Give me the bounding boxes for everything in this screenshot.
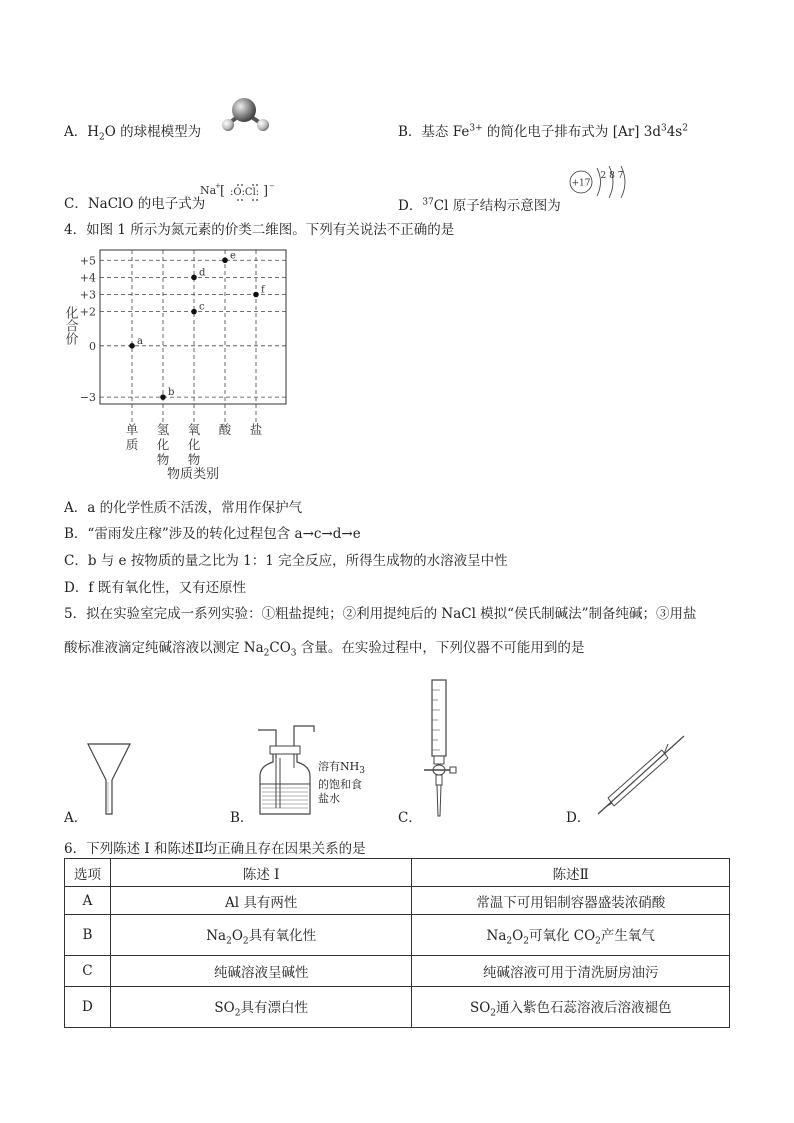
x-category-label: 氧 <box>187 422 201 437</box>
row-statement-2: $Na_2O_2$可氧化 $CO_2$产生氧气 <box>412 915 730 956</box>
x-category-label: 物 <box>156 452 170 467</box>
data-point-a <box>129 343 135 349</box>
naclo-electron-formula <box>200 180 280 204</box>
q5-stem-line2: 酸标准液滴定纯碱溶液以测定 $Na_2CO_3$ 含量。在实验过程中，下列仪器不可能用到的是 <box>64 640 585 659</box>
q6-stem: 6．下列陈述 I 和陈述Ⅱ均正确且存在因果关系的是 <box>64 841 366 857</box>
q3-option-c: C．NaClO 的电子式为 <box>64 196 206 212</box>
row-statement-2: 常温下可用铝制容器盛装浓硝酸 <box>412 887 730 915</box>
y-tick-label: +5 <box>79 254 96 268</box>
table-row <box>65 956 730 987</box>
x-category-label: 物 <box>187 452 201 467</box>
row-statement-1: 纯碱溶液呈碱性 <box>110 956 412 987</box>
nitrogen-valence-chart <box>60 246 300 486</box>
q4-option-a: A．a 的化学性质不活泼，常用作保护气 <box>64 500 303 516</box>
row-statement-2: $SO_2$通入紫色石蕊溶液后溶液褪色 <box>412 987 730 1028</box>
data-point-label: e <box>230 250 236 262</box>
x-category-label: 盐 <box>249 422 263 437</box>
row-option: B <box>65 915 111 956</box>
water-ball-stick-model <box>216 94 272 134</box>
row-statement-1: Al 具有两性 <box>110 887 412 915</box>
q4-stem: 4．如图 1 所示为氮元素的价类二维图。下列有关说法不正确的是 <box>64 222 455 238</box>
table-header-row <box>65 859 730 887</box>
y-tick-label: +4 <box>79 271 96 285</box>
q5-option-b: B． <box>230 810 254 826</box>
y-tick-label: +2 <box>79 305 96 319</box>
q4-option-d: D．f 既有氧化性，又有还原性 <box>64 580 247 596</box>
row-option: D <box>65 987 111 1028</box>
cl-atom-structure-diagram <box>566 162 636 200</box>
burette-icon <box>420 676 460 822</box>
header-statement-2: 陈述Ⅱ <box>412 859 730 887</box>
svg-text:−: − <box>269 182 275 190</box>
data-point-b <box>160 394 166 400</box>
svg-text:[: [ <box>220 184 226 199</box>
chart-x-title: 物质类别 <box>166 467 220 482</box>
q3-option-a: A．$H_2O$ 的球棍模型为 <box>64 124 202 143</box>
svg-text:Na: Na <box>200 184 217 197</box>
data-point-label: b <box>168 387 175 399</box>
data-point-c <box>191 309 197 315</box>
x-category-label: 化 <box>156 437 170 452</box>
data-point-d <box>191 275 197 281</box>
table-row <box>65 915 730 956</box>
data-point-label: f <box>261 284 265 296</box>
q4-option-c: C．b 与 e 按物质的量之比为 1：1 完全反应，所得生成物的水溶液呈中性 <box>64 553 508 569</box>
nucleus-charge: +17 <box>571 178 591 189</box>
x-category-label: 质 <box>125 437 139 452</box>
q3-option-d: D．$^{37}$Cl 原子结构示意图为 <box>398 197 561 214</box>
x-category-label: 化 <box>187 437 201 452</box>
chart-frame <box>100 250 286 404</box>
table-row <box>65 987 730 1028</box>
q6-table <box>64 858 730 1028</box>
data-point-label: a <box>137 335 143 347</box>
x-category-label: 氢 <box>156 422 170 437</box>
svg-text::O:Cl:: :O:Cl: <box>230 187 260 198</box>
bottle-label: 溶有$NH_3$ 的饱和食 盐水 <box>318 760 365 806</box>
gas-washing-bottle-icon <box>254 722 318 818</box>
condenser-icon <box>594 730 690 820</box>
y-tick-label: +3 <box>79 288 96 302</box>
funnel-icon <box>86 740 132 820</box>
x-category-label: 单 <box>125 422 139 437</box>
svg-text:]: ] <box>263 184 269 199</box>
chart-y-label: 化合价 <box>62 306 78 345</box>
q5-stem-line1: 5．拟在实验室完成一系列实验：①粗盐提纯；②利用提纯后的 NaCl 模拟“侯氏制碱法”制备纯碱；③用盐 <box>64 606 697 622</box>
svg-text:+: + <box>215 182 221 190</box>
data-point-label: c <box>199 301 205 313</box>
header-statement-1: 陈述 I <box>110 859 412 887</box>
electron-shells: 2 8 7 <box>600 171 624 181</box>
q5-option-d: D． <box>566 810 591 826</box>
row-option: C <box>65 956 111 987</box>
data-point-e <box>222 257 228 263</box>
row-statement-1: $SO_2$具有漂白性 <box>110 987 412 1028</box>
table-row <box>65 887 730 915</box>
q3-option-b: B．基态 $Fe^{3+}$ 的简化电子排布式为 [Ar] $3d^34s^2$ <box>398 123 688 140</box>
y-tick-label: 0 <box>89 339 96 353</box>
x-category-label: 酸 <box>218 422 232 437</box>
row-option: A <box>65 887 111 915</box>
y-tick-label: −3 <box>79 391 96 405</box>
row-statement-2: 纯碱溶液可用于清洗厨房油污 <box>412 956 730 987</box>
q5-option-c: C． <box>398 810 422 826</box>
row-statement-1: $Na_2O_2$具有氧化性 <box>110 915 412 956</box>
data-point-f <box>253 292 259 298</box>
data-point-label: d <box>199 267 206 279</box>
q5-option-a: A． <box>64 810 88 826</box>
header-option: 选项 <box>65 859 111 887</box>
q4-option-b: B．“雷雨发庄稼”涉及的转化过程包含 a→c→d→e <box>64 526 361 542</box>
